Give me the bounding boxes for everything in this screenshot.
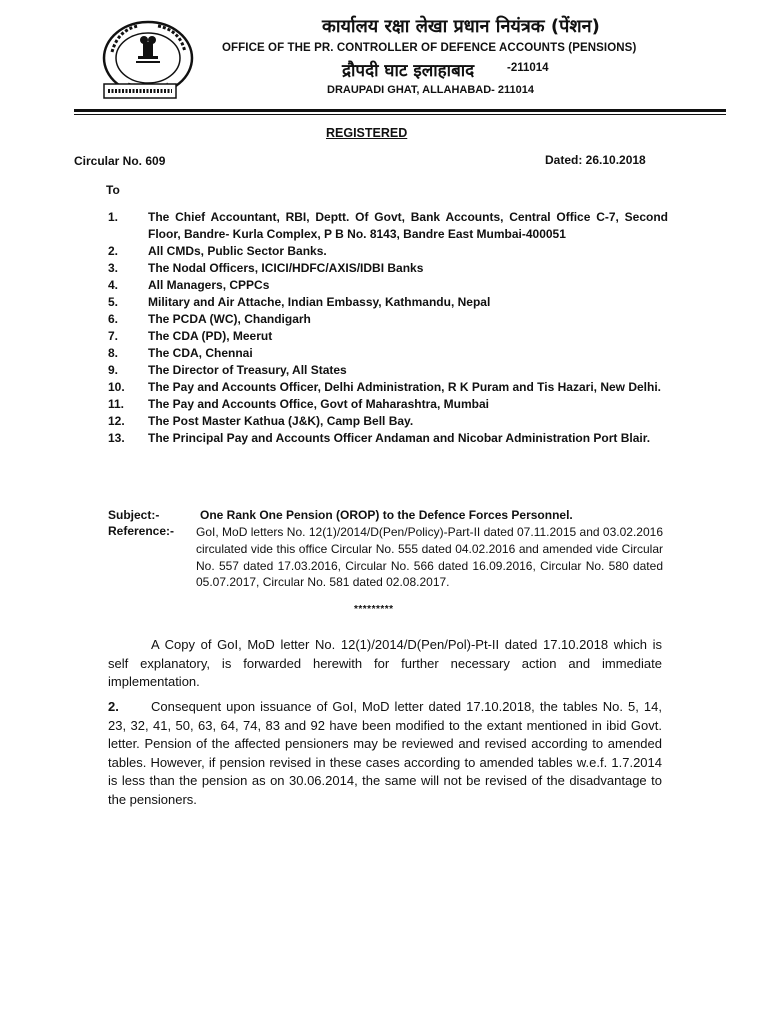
office-address-english: DRAUPADI GHAT, ALLAHABAD- 211014 [327,84,534,96]
list-item-number: 13. [108,431,125,445]
list-item [108,345,668,362]
reference-text: GoI, MoD letters No. 12(1)/2014/D(Pen/Policy)-Part-II dated 07.11.2015 and 03.02.2016 circulated vide this office Circular No. 555 dated 04.02.2016 and amended vide Circular No. 557 dated 17.03.2016, Circular No. 566 dated 16.09.2016, Circular No. 580 dated 05.07.2017, Circular No. 581 dated 02.08.2017. [196,525,663,590]
list-item-number: 9. [108,363,119,377]
list-item [108,413,668,430]
list-item [108,362,668,379]
list-item [108,209,668,243]
list-item [108,277,668,294]
list-item [108,243,668,260]
list-item-text: The CDA (PD), Meerut [148,329,273,343]
list-item-number: 5. [108,295,119,309]
subject-line [108,508,573,522]
list-item-text: The Principal Pay and Accounts Officer Andaman and Nicobar Administration Port Blair. [148,431,651,445]
section-separator: ********* [354,604,394,615]
list-item [108,379,668,396]
office-title-english: OFFICE OF THE PR. CONTROLLER OF DEFENCE ACCOUNTS (PENSIONS) [222,42,637,54]
circular-number: Circular No. 609 [74,154,166,168]
list-item-number: 3. [108,261,119,275]
header-divider-thin [74,114,726,115]
paragraph-text: Consequent upon issuance of GoI, MoD letter dated 17.10.2018, the tables No. 5, 14, 23, 32, 41, 50, 63, 64, 74, 83 and 92 have been modified to the extant mentioned in ibid Govt. letter. Pension of the affected pensioners may be reviewed and revised according to amended tables. However, if pension revised in these cases according to amended tables w.e.f. 1.7.2014 is less than the pension as on 30.06.2014, the same will not be revised of the disadvantage to the pensioners. [108,699,662,807]
list-item [108,294,668,311]
list-item-number: 4. [108,278,119,292]
list-item-number: 1. [108,210,119,224]
paragraph-1: A Copy of GoI, MoD letter No. 12(1)/2014/D(Pen/Pol)-Pt-II dated 17.10.2018 which is self explanatory, is forwarded herewith for further necessary action and immediate implementation. [108,637,662,689]
subject-text: One Rank One Pension (OROP) to the Defence Forces Personnel. [200,508,573,522]
header-divider-thick [74,109,726,112]
list-item-number: 6. [108,312,119,326]
reference-label: Reference:- [108,524,175,538]
list-item [108,328,668,345]
list-item-text: All CMDs, Public Sector Banks. [148,244,327,258]
list-item-number: 2. [108,244,119,258]
paragraph-2 [108,698,662,809]
list-item-text: Military and Air Attache, Indian Embassy, Kathmandu, Nepal [148,295,491,309]
recipient-list [108,209,668,447]
list-item-text: The CDA, Chennai [148,346,253,360]
list-item-number: 8. [108,346,119,360]
list-item-number: 7. [108,329,119,343]
to-label: To [106,183,120,197]
list-item [108,396,668,413]
list-item-text: The Pay and Accounts Officer, Delhi Administration, R K Puram and Tis Hazari, New Delhi. [148,380,661,394]
paragraph-number: 2. [108,699,119,714]
list-item-number: 10. [108,380,125,394]
list-item-text: The Nodal Officers, ICICI/HDFC/AXIS/IDBI Banks [148,261,424,275]
list-item-text: The Post Master Kathua (J&K), Camp Bell Bay. [148,414,414,428]
list-item-number: 12. [108,414,125,428]
list-item-text: The Chief Accountant, RBI, Deptt. Of Govt, Bank Accounts, Central Office C-7, Second Floor, Bandre- Kurla Complex, P B No. 8143, Bandre East Mumbai-400051 [148,210,668,241]
reference-line [108,524,663,591]
emblem-seal-icon [88,18,208,102]
office-address-hindi: द्रौपदी घाट इलाहाबाद [342,61,475,81]
list-item [108,260,668,277]
office-pin-hindi: -211014 [507,62,549,74]
office-title-hindi: कार्यालय रक्षा लेखा प्रधान नियंत्रक (पेंशन) [322,16,600,37]
list-item [108,311,668,328]
list-item [108,430,668,447]
registered-heading: REGISTERED [326,126,408,140]
list-item-text: The Pay and Accounts Office, Govt of Maharashtra, Mumbai [148,397,489,411]
subject-label: Subject:- [108,508,160,522]
list-item-text: The Director of Treasury, All States [148,363,347,377]
list-item-text: The PCDA (WC), Chandigarh [148,312,311,326]
list-item-number: 11. [108,397,125,411]
list-item-text: All Managers, CPPCs [148,278,270,292]
circular-date: Dated: 26.10.2018 [545,153,646,167]
